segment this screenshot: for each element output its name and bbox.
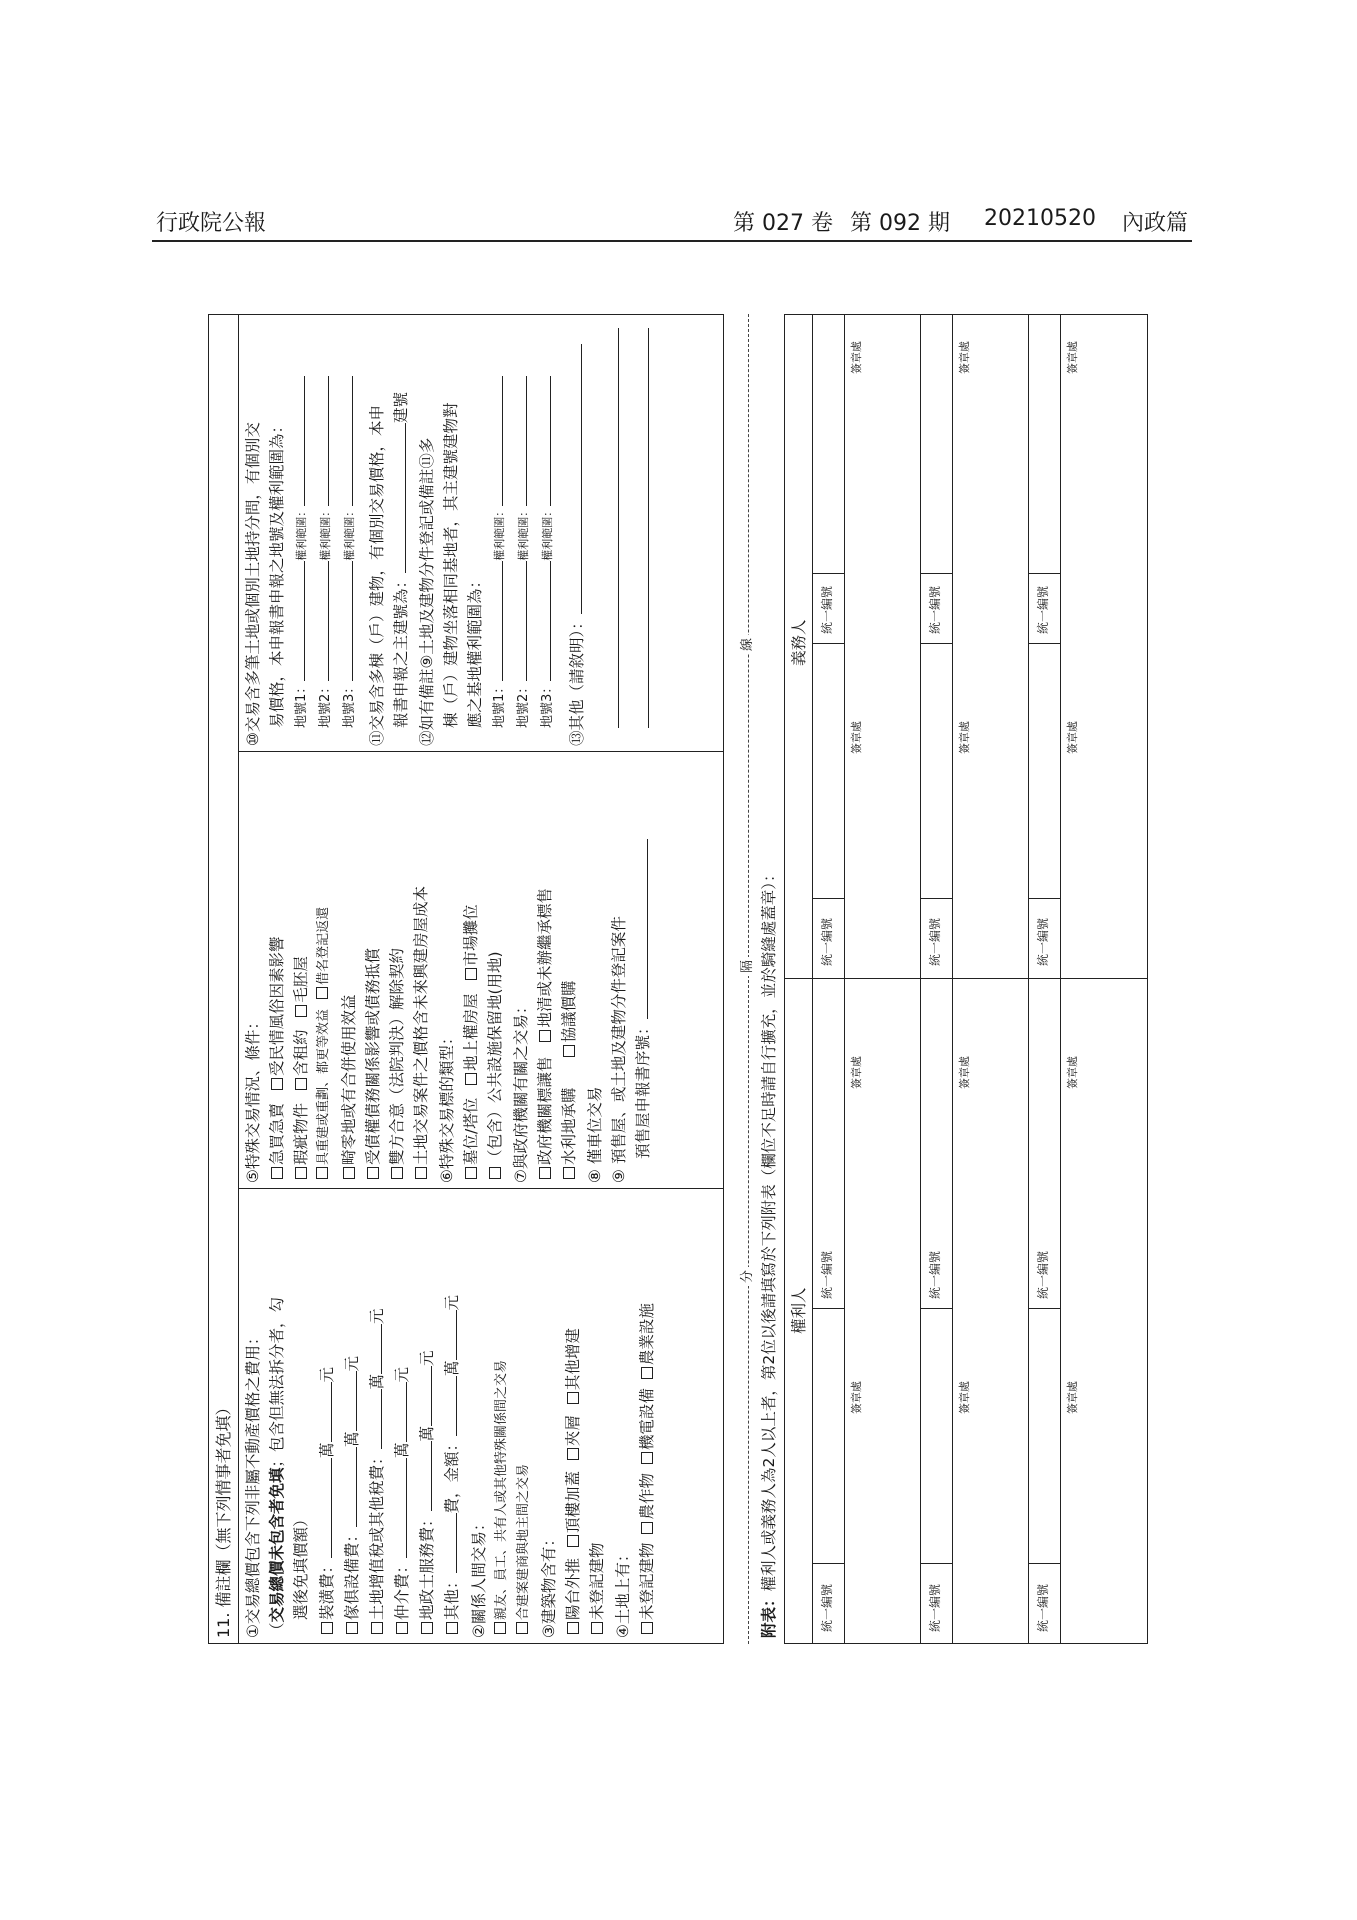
item7-row1: 政府機關標讓售 地清或未辦繼承標售 xyxy=(536,888,555,1179)
item13-line3 xyxy=(648,328,649,728)
seal-label: 簽章處 xyxy=(958,341,971,374)
item3-opts-row2: 未登記建物 xyxy=(588,1542,607,1634)
rooftop-checkbox[interactable] xyxy=(567,1535,579,1547)
seal-label: 簽章處 xyxy=(850,1056,863,1089)
id-divider-x3 xyxy=(1028,573,1060,574)
item12-lot2: 地號2：權利範圍： xyxy=(516,376,532,728)
item5-row3: 具重建或重劃、都更等效益 借名登記返還 xyxy=(316,907,332,1179)
item12-line3: 應之基地權利範圍為： xyxy=(466,572,484,728)
item1-line1: ①交易總價包含下列非屬不動產價格之費用： xyxy=(244,1329,262,1638)
appendix-header-rule xyxy=(812,314,813,1644)
negotiated-checkbox[interactable] xyxy=(563,1045,575,1057)
seal-label: 簽章處 xyxy=(958,1381,971,1414)
publication-title: 行政院公報 xyxy=(156,211,267,236)
item2-opt1: 親友、員工、共有人或其他特殊關係間之交易 xyxy=(494,1360,510,1634)
uniform-id-label: 統一編號 xyxy=(928,585,942,634)
uniform-id-label: 統一編號 xyxy=(1036,917,1050,966)
item9: ⑨ 預售屋、或土地及建物分件登記案件 xyxy=(610,916,628,1183)
uniform-id-label: 統一編號 xyxy=(820,1250,834,1299)
id-divider-m3 xyxy=(1028,1308,1060,1309)
mezzanine-checkbox[interactable] xyxy=(567,1448,579,1460)
item2-opt2: 合建案建商與地主間之交易 xyxy=(516,1464,532,1634)
cut-mark-2: 隔 xyxy=(740,957,756,976)
land-unregistered-checkbox[interactable] xyxy=(641,1622,653,1634)
id-divider-rr1 xyxy=(812,643,844,644)
appendix-rule-2 xyxy=(920,314,921,1644)
item1-line3: 選後免填價額） xyxy=(292,1511,310,1620)
appendix-divider xyxy=(784,978,1148,979)
agent-fee-checkbox[interactable] xyxy=(396,1622,408,1634)
seal-label: 簽章處 xyxy=(850,721,863,754)
issue-label: 第 092 期 xyxy=(850,211,950,236)
rotated-form xyxy=(208,296,1148,1704)
item2-opt2-checkbox[interactable] xyxy=(516,1622,528,1634)
item2-opt1-checkbox[interactable] xyxy=(494,1622,506,1634)
odd-lot-checkbox[interactable] xyxy=(343,1167,355,1179)
market-stall-checkbox[interactable] xyxy=(465,968,477,980)
id-divider-r2 xyxy=(920,898,952,899)
id-divider-r1 xyxy=(812,898,844,899)
cut-line xyxy=(748,314,749,1644)
item5-row7: 土地交易案件之價格含未來興建房屋成本 xyxy=(412,886,431,1179)
id-divider-m2 xyxy=(920,1308,952,1309)
item12-lot3: 地號3：權利範圍： xyxy=(540,376,556,728)
item7-title: ⑦與政府機關有關之交易： xyxy=(512,998,530,1183)
item3-title: ③建築物含有： xyxy=(540,1531,558,1638)
fee-row-decoration: 裝潢費：萬元 xyxy=(318,1367,337,1634)
uniform-id-label: 統一編號 xyxy=(820,1583,834,1632)
superficies-checkbox[interactable] xyxy=(465,1073,477,1085)
nominee-checkbox[interactable] xyxy=(316,987,328,999)
cut-mark-1: 分 xyxy=(740,1267,756,1286)
appendix-table xyxy=(784,314,1148,1644)
lease-checkbox[interactable] xyxy=(295,1078,307,1090)
equipment-checkbox[interactable] xyxy=(346,1622,358,1634)
fee-row-equipment: 傢俱設備費：萬元 xyxy=(343,1356,362,1634)
item4-opts: 未登記建物 農作物 機電設備 農業設施 xyxy=(638,1303,657,1634)
item6-row2: （包含）公共設施保留地(用地) xyxy=(486,951,505,1179)
item2-title: ②關係人間交易： xyxy=(470,1515,488,1638)
item10-line1: ⑩交易含多筆土地或個別土地持分問，有個別交 xyxy=(244,422,262,746)
seal-label: 簽章處 xyxy=(850,1381,863,1414)
appendix-rule-5 xyxy=(1060,314,1061,1644)
urgent-trade-checkbox[interactable] xyxy=(271,1167,283,1179)
item11-line1: ⑪交易含多棟（戶）建物，有個別交易價格，本申 xyxy=(368,404,386,746)
item1-line2: （交易總價未包含者免填；包含但無法拆分者，勾 xyxy=(268,1296,286,1638)
gov-sale-checkbox[interactable] xyxy=(539,1167,551,1179)
header-rule xyxy=(152,240,1192,242)
item13: ⑬其他（請敘明）： xyxy=(568,344,587,746)
uniform-id-label: 統一編號 xyxy=(820,585,834,634)
uniform-id-label: 統一編號 xyxy=(928,1583,942,1632)
item13-line2 xyxy=(618,328,619,728)
future-build-checkbox[interactable] xyxy=(415,1167,427,1179)
rebuild-checkbox[interactable] xyxy=(316,1167,328,1179)
item12-line1: ⑫如有備註⑨土地及建物分件登記或備註⑪多 xyxy=(418,437,436,746)
seal-label: 簽章處 xyxy=(1066,1056,1079,1089)
rights-holder-header: 權利人 xyxy=(790,1287,808,1334)
id-divider-l1 xyxy=(812,1563,844,1564)
appendix-rule-3 xyxy=(952,314,953,1644)
customs-checkbox[interactable] xyxy=(271,1078,283,1090)
crops-checkbox[interactable] xyxy=(641,1522,653,1534)
id-divider-l3 xyxy=(1028,1563,1060,1564)
remarks-title-rule xyxy=(238,314,239,1644)
seal-label: 簽章處 xyxy=(1066,1381,1079,1414)
item8: ⑧ 僅車位交易 xyxy=(586,1086,604,1183)
item6-title: ⑥特殊交易標的類型： xyxy=(438,1029,456,1183)
id-divider-m1 xyxy=(812,1308,844,1309)
item12-line2: 棟（戶）建物坐落相同基地者，其主建號建物對 xyxy=(442,402,460,728)
id-divider-r3 xyxy=(1028,898,1060,899)
uniform-id-label: 統一編號 xyxy=(1036,1250,1050,1299)
seal-label: 簽章處 xyxy=(958,1056,971,1089)
item1-bold-note: 交易總價未包含者免填 xyxy=(268,1467,286,1623)
id-divider-x2 xyxy=(920,573,952,574)
defect-checkbox[interactable] xyxy=(295,1167,307,1179)
item10-lot1: 地號1：權利範圍： xyxy=(294,376,310,728)
public-land-checkbox[interactable] xyxy=(489,1167,501,1179)
appendix-note: 附表：權利人或義務人為2人以上者，第2位以後請填寫於下列附表（欄位不足時請自行擴充，並於騎縫處蓋章）： xyxy=(760,866,778,1638)
fee-row-agent: 仲介費：萬元 xyxy=(393,1367,412,1634)
fee-row-scrivener: 地政士服務費：萬元 xyxy=(418,1350,437,1634)
item10-lot2: 地號2：權利範圍： xyxy=(318,376,334,728)
uniform-id-label: 統一編號 xyxy=(928,917,942,966)
item3-opts-row1: 陽台外推 頂樓加蓋 夾層 其他增建 xyxy=(564,1328,583,1634)
water-land-checkbox[interactable] xyxy=(563,1167,575,1179)
agri-facility-checkbox[interactable] xyxy=(641,1367,653,1379)
appendix-rule-4 xyxy=(1028,314,1029,1644)
cancel-contract-checkbox[interactable] xyxy=(391,1167,403,1179)
decoration-checkbox[interactable] xyxy=(321,1622,333,1634)
item4-title: ④土地上有： xyxy=(614,1546,632,1638)
uniform-id-label: 統一編號 xyxy=(820,917,834,966)
fee-row-land-tax: 土地增值稅或其他稅費：萬元 xyxy=(368,1308,387,1634)
seal-label: 簽章處 xyxy=(958,721,971,754)
obligor-header: 義務人 xyxy=(790,619,808,666)
item6-row1: 墓位/塔位 地上權房屋 市場攤位 xyxy=(462,904,481,1179)
seal-label: 簽章處 xyxy=(1066,721,1079,754)
tomb-checkbox[interactable] xyxy=(465,1167,477,1179)
id-divider-rr3 xyxy=(1028,643,1060,644)
item5-title: ⑤特殊交易情況、條件： xyxy=(244,1014,262,1183)
unregistered-building-checkbox[interactable] xyxy=(591,1622,603,1634)
raw-house-checkbox[interactable] xyxy=(295,1005,307,1017)
item5-row2: 瑕疵物件 含租約 毛胚屋 xyxy=(292,956,311,1179)
id-divider-x1 xyxy=(812,573,844,574)
appendix-rule-1 xyxy=(844,314,845,1644)
item5-row5: 受債權債務關係影響或債務抵償 xyxy=(364,948,383,1179)
item5-row6: 雙方合意（法院判決）解除契約 xyxy=(388,948,407,1179)
uniform-id-label: 統一編號 xyxy=(1036,585,1050,634)
item9-sub: 預售屋申報書序號： xyxy=(634,839,653,1159)
remarks-divider-1 xyxy=(238,1188,724,1189)
remarks-divider-2 xyxy=(238,751,724,752)
fee-row-other: 其他：費，金額：萬元 xyxy=(443,1295,462,1634)
date-label: 20210520 xyxy=(984,206,1096,231)
item12-lot1: 地號1：權利範圍： xyxy=(492,376,508,728)
item7-row2: 水利地承購 協議價購 xyxy=(560,981,579,1179)
item11-line2: 報書申報之主建號為：建號 xyxy=(392,391,410,728)
uniform-id-label: 統一編號 xyxy=(928,1250,942,1299)
id-divider-rr2 xyxy=(920,643,952,644)
item10-line2: 易價格，本申報書申報之地號及權利範圍為： xyxy=(268,417,286,728)
scrivener-fee-checkbox[interactable] xyxy=(421,1622,433,1634)
other-addition-checkbox[interactable] xyxy=(567,1392,579,1404)
item10-lot3: 地號3：權利範圍： xyxy=(342,376,358,728)
volume-label: 第 027 卷 xyxy=(733,211,833,236)
other-fee-checkbox[interactable] xyxy=(446,1622,458,1634)
item5-row1: 急買急賣 受民情風俗因素影響 xyxy=(268,937,287,1179)
unclaimed-checkbox[interactable] xyxy=(539,1030,551,1042)
seal-label: 簽章處 xyxy=(850,341,863,374)
seal-label: 簽章處 xyxy=(1066,341,1079,374)
balcony-checkbox[interactable] xyxy=(567,1622,579,1634)
id-divider-l2 xyxy=(920,1563,952,1564)
cut-mark-3: 線 xyxy=(740,635,756,654)
remarks-title: 11. 備註欄（無下列情事者免填） xyxy=(214,1399,233,1638)
debt-checkbox[interactable] xyxy=(367,1167,379,1179)
item5-row4: 畸零地或有合併使用效益 xyxy=(340,994,359,1179)
land-tax-checkbox[interactable] xyxy=(371,1622,383,1634)
mech-equipment-checkbox[interactable] xyxy=(641,1452,653,1464)
section-label: 內政篇 xyxy=(1122,211,1189,236)
uniform-id-label: 統一編號 xyxy=(1036,1583,1050,1632)
